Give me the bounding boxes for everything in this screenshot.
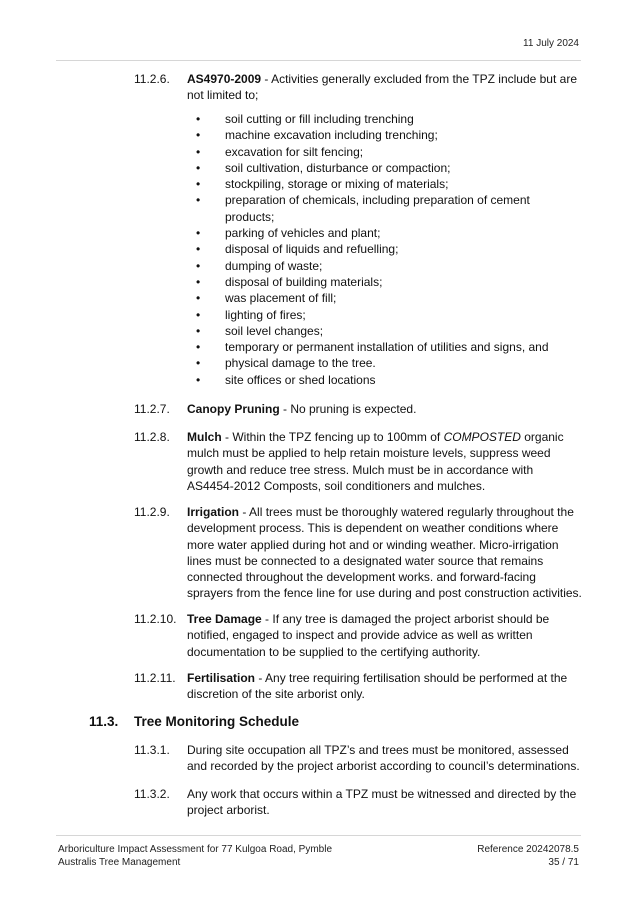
- header-rule: [56, 60, 581, 61]
- section-number: 11.3.: [89, 714, 119, 729]
- list-item: • excavation for silt fencing;: [196, 144, 576, 160]
- footer-rule: [56, 835, 581, 836]
- clause-body: - Within the TPZ fencing up to 100mm of: [221, 430, 444, 444]
- clause-text: [187, 611, 582, 660]
- footer-reference: Reference 20242078.5: [477, 844, 579, 855]
- footer-left: [58, 843, 332, 869]
- clause-number: 11.3.2.: [134, 787, 170, 801]
- list-item: • temporary or permanent installation of utilities and signs, and: [196, 339, 576, 355]
- clause-body: - Any tree requiring fertilisation should be performed at the discretion of the site arborist only.: [187, 671, 568, 702]
- footer-company: Australis Tree Management: [58, 857, 181, 868]
- clause-number: 11.2.11.: [134, 671, 176, 685]
- clause-body: - Activities generally excluded from the TPZ include but are not limited to;: [187, 72, 577, 103]
- list-item: • physical damage to the tree.: [196, 355, 576, 371]
- list-item: • preparation of chemicals, including preparation of cement products;: [196, 192, 576, 225]
- clause-number: 11.2.8.: [134, 430, 170, 444]
- clause-text: [187, 504, 582, 602]
- footer-right: [477, 843, 579, 869]
- clause-number: 11.2.10.: [134, 612, 177, 626]
- header-date: 11 July 2024: [523, 38, 579, 49]
- excluded-activities-list: [196, 111, 576, 388]
- clause-body: organic mulch must be applied to help retain moisture levels, suppress weed growth and reduce tree stress. Mulch must be in accordance with AS4454-2012 Composts, soil conditioners and mulches.: [187, 430, 564, 493]
- clause-term: Tree Damage: [187, 612, 262, 626]
- section-title: Tree Monitoring Schedule: [134, 714, 300, 729]
- list-item: • soil level changes;: [196, 323, 576, 339]
- footer-page-number: 35 / 71: [548, 857, 579, 868]
- list-item: • disposal of building materials;: [196, 274, 576, 290]
- list-item: • stockpiling, storage or mixing of materials;: [196, 176, 576, 192]
- clause-term: AS4970-2009: [187, 72, 262, 86]
- clause-text: Any work that occurs within a TPZ must be witnessed and directed by the project arborist.: [187, 787, 577, 818]
- list-item: • machine excavation including trenching;: [196, 127, 576, 143]
- clause-body: - No pruning is expected.: [279, 402, 417, 416]
- list-item: • site offices or shed locations: [196, 372, 576, 388]
- clause-body: - All trees must be thoroughly watered regularly throughout the development process. This is dependent on weather conditions where more water applied during hot and or winding weather. Micro-irrigation lines must be connected to a designated water source that remains connected throughout the development works. and forward-facing sprayers from the fence line for use during and post construction activities.: [187, 505, 582, 601]
- clause-number: 11.2.6.: [134, 72, 170, 86]
- clause-text: During site occupation all TPZ’s and trees must be monitored, assessed and recorded by the project arborist according to council’s determinations.: [187, 743, 580, 774]
- clause-term: Fertilisation: [187, 671, 256, 685]
- clause-text: [187, 429, 582, 494]
- clause-text: [187, 71, 582, 104]
- clause-term: Canopy Pruning: [187, 402, 280, 416]
- clause-text: [187, 401, 582, 417]
- clause-emphasis: COMPOSTED: [443, 430, 521, 444]
- clause-body: - If any tree is damaged the project arborist should be notified, engaged to inspect and provide advice as well as written documentation to be supplied to the certifying authority.: [187, 612, 550, 659]
- list-item: • soil cultivation, disturbance or compaction;: [196, 160, 576, 176]
- list-item: • soil cutting or fill including trenching: [196, 111, 576, 127]
- list-item: • lighting of fires;: [196, 307, 576, 323]
- list-item: • parking of vehicles and plant;: [196, 225, 576, 241]
- footer-document-title: Arboriculture Impact Assessment for 77 Kulgoa Road, Pymble: [58, 844, 333, 855]
- clause-number: 11.2.9.: [134, 505, 170, 519]
- list-item: • was placement of fill;: [196, 290, 576, 306]
- list-item: • disposal of liquids and refuelling;: [196, 241, 576, 257]
- clause-number: 11.3.1.: [134, 743, 170, 757]
- clause-term: Irrigation: [187, 505, 240, 519]
- clause-text: [187, 670, 582, 703]
- clause-term: Mulch: [187, 430, 222, 444]
- clause-number: 11.2.7.: [134, 402, 170, 416]
- list-item: • dumping of waste;: [196, 258, 576, 274]
